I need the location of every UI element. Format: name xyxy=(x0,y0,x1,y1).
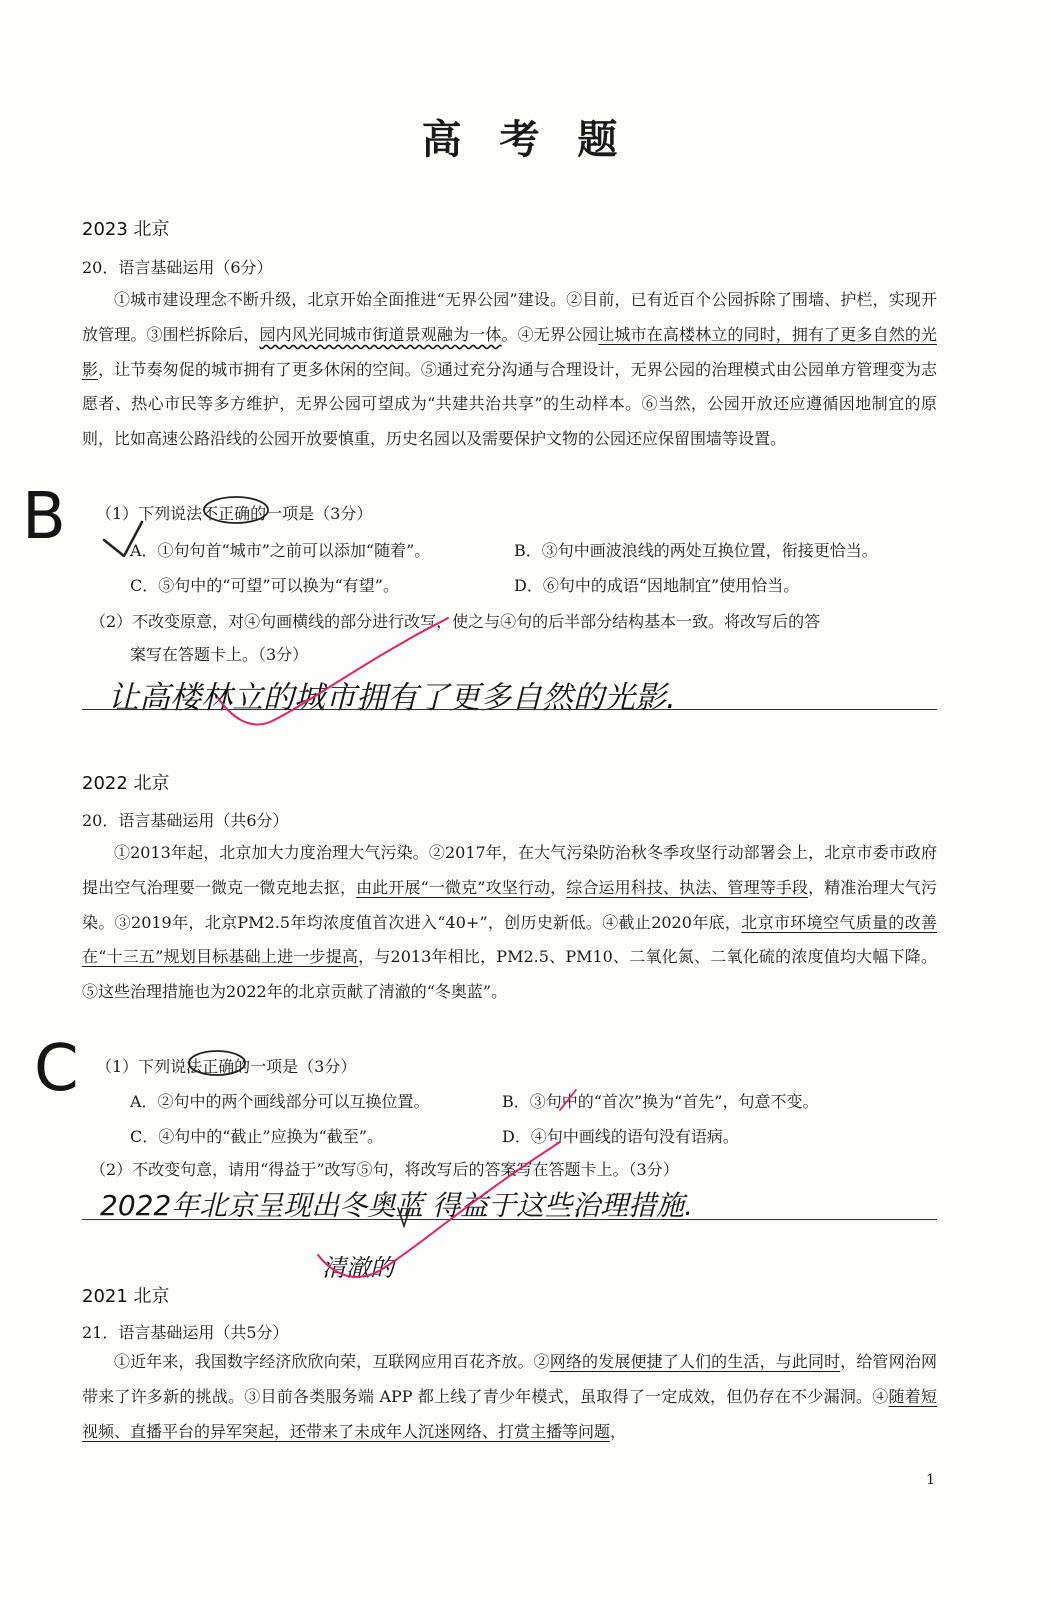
handwritten-insert-2022: 清澈的 xyxy=(322,1254,394,1282)
question-title-2021: 21．语言基础运用（共5分） xyxy=(82,1323,289,1342)
option-c-2023: C．⑤句中的“可望”可以换为“有望”。 xyxy=(130,576,399,595)
answer-line-2022 xyxy=(82,1219,937,1220)
handwritten-answer-2023: 让高楼林立的城市拥有了更多自然的光影. xyxy=(108,680,676,716)
passage-text: ①2013年起，北京加大力度治理大气污染。②2017年，在大气污染防治秋冬季攻坚行动部署会上，北京市委市政府提出空气治理要一微克一微克地去抠， xyxy=(82,843,937,897)
q1-stem-2022: （1）下列说法正确的一项是（3分） xyxy=(96,1057,357,1076)
q1-stem-2023: （1）下列说法不正确的一项是（3分） xyxy=(96,504,373,523)
q2-stem-2022: （2）不改变句意，请用“得益于”改写⑤句，将改写后的答案写在答题卡上。（3分） xyxy=(90,1160,679,1179)
passage-text: ①城市建设理念不断升级，北京开始全面推进“无界公园”建设。②目前，已有近百个公园拆除了围墙、护栏，实现开放管理。③围栏拆除后， xyxy=(82,290,937,344)
passage-text: ， xyxy=(610,1421,627,1441)
passage-2023 xyxy=(82,283,937,457)
page-number: 1 xyxy=(926,1472,935,1488)
option-d-2022: D．④句中画线的语句没有语病。 xyxy=(502,1127,739,1146)
underlined-text: 综合运用科技、执法、管理等手段 xyxy=(566,877,809,897)
q2-stem-2023-line2: 案写在答题卡上。（3分） xyxy=(130,645,309,664)
option-a-2023: A．①句句首“城市”之前可以添加“随着”。 xyxy=(130,541,431,560)
q2-stem-2023-line1: （2）不改变原意，对④句画横线的部分进行改写，使之与④句的后半部分结构基本一致。将改写后的答 xyxy=(90,612,821,631)
option-a-2022: A．②句中的两个画线部分可以互换位置。 xyxy=(130,1092,430,1111)
passage-2021 xyxy=(82,1345,937,1449)
handwritten-choice-2023: B xyxy=(22,480,66,554)
passage-text: ①近年来，我国数字经济欣欣向荣，互联网应用百花齐放。② xyxy=(114,1352,550,1371)
underlined-text: 让城市在高楼林立的同时，拥有了更多自然的光影 xyxy=(82,324,937,379)
page-title: 高 考 题 xyxy=(421,116,630,163)
answer-line-2023 xyxy=(82,709,937,710)
underlined-text: 由此开展“一微克”攻坚行动 xyxy=(356,877,551,897)
handwritten-answer-2022: 2022年北京呈现出冬奥蓝 得益于这些治理措施. xyxy=(100,1189,694,1222)
option-b-2022: B．③句中的“首次”换为“首先”，句意不变。 xyxy=(502,1092,819,1111)
option-b-2023: B．③句中画波浪线的两处互换位置，衔接更恰当。 xyxy=(514,541,878,560)
wavy-underlined-text: 园内风光同城市街道景观融为一体 xyxy=(259,324,502,344)
option-c-2022: C．④句中的“截止”应换为“截至”。 xyxy=(130,1127,383,1146)
section-heading-2022: 2022 北京 xyxy=(82,773,170,794)
passage-text: 。④无界公园 xyxy=(501,324,599,344)
option-d-2023: D．⑥句中的成语“因地制宜”使用恰当。 xyxy=(514,576,800,595)
passage-text: ，让节奏匆促的城市拥有了更多休闲的空间。⑤通过充分沟通与合理设计，无界公园的治理模式由公园单方管理变为志愿者、热心市民等多方维护，无界公园可望成为“共建共治共享”的生动样本。⑥当然，公园开放还应遵循因地制宜的原则，比如高速公路沿线的公园开放要慎重，历史名园以及需要保护文物的公园还应保留围墙等设置。 xyxy=(82,359,937,449)
passage-text: ，与2013年相比，PM2.5、PM10、二氧化氮、二氧化硫的浓度值均大幅下降。⑤这些治理措施也为2022年的北京贡献了清澈的“冬奥蓝”。 xyxy=(82,947,937,1002)
section-heading-2021: 2021 北京 xyxy=(82,1286,170,1307)
passage-2022 xyxy=(82,836,937,1010)
passage-text: ，精准治理大气污染。③2019年，北京PM2.5年均浓度值首次进入“40+”，创历史新低。④截止2020年底， xyxy=(82,877,937,932)
underlined-text: 网络的发展便捷了人们的生活，与此同时 xyxy=(549,1352,841,1371)
handwritten-choice-2022: C xyxy=(34,1032,79,1106)
question-title-2023: 20．语言基础运用（6分） xyxy=(82,258,273,277)
question-title-2022: 20．语言基础运用（共6分） xyxy=(82,811,289,830)
section-heading-2023: 2023 北京 xyxy=(82,219,170,240)
passage-text: ，给管网治网带来了许多新的挑战。③目前各类服务端 APP 都上线了青少年模式，虽取得了一定成效，但仍存在不少漏洞。④ xyxy=(82,1352,937,1406)
underlined-text: 北京市环境空气质量的改善在“十三五”规划目标基础上进一步提高 xyxy=(82,912,937,967)
passage-text: ， xyxy=(550,877,567,897)
underlined-text: 随着短视频、直播平台的异军突起，还带来了未成年人沉迷网络、打赏主播等问题 xyxy=(82,1386,937,1441)
